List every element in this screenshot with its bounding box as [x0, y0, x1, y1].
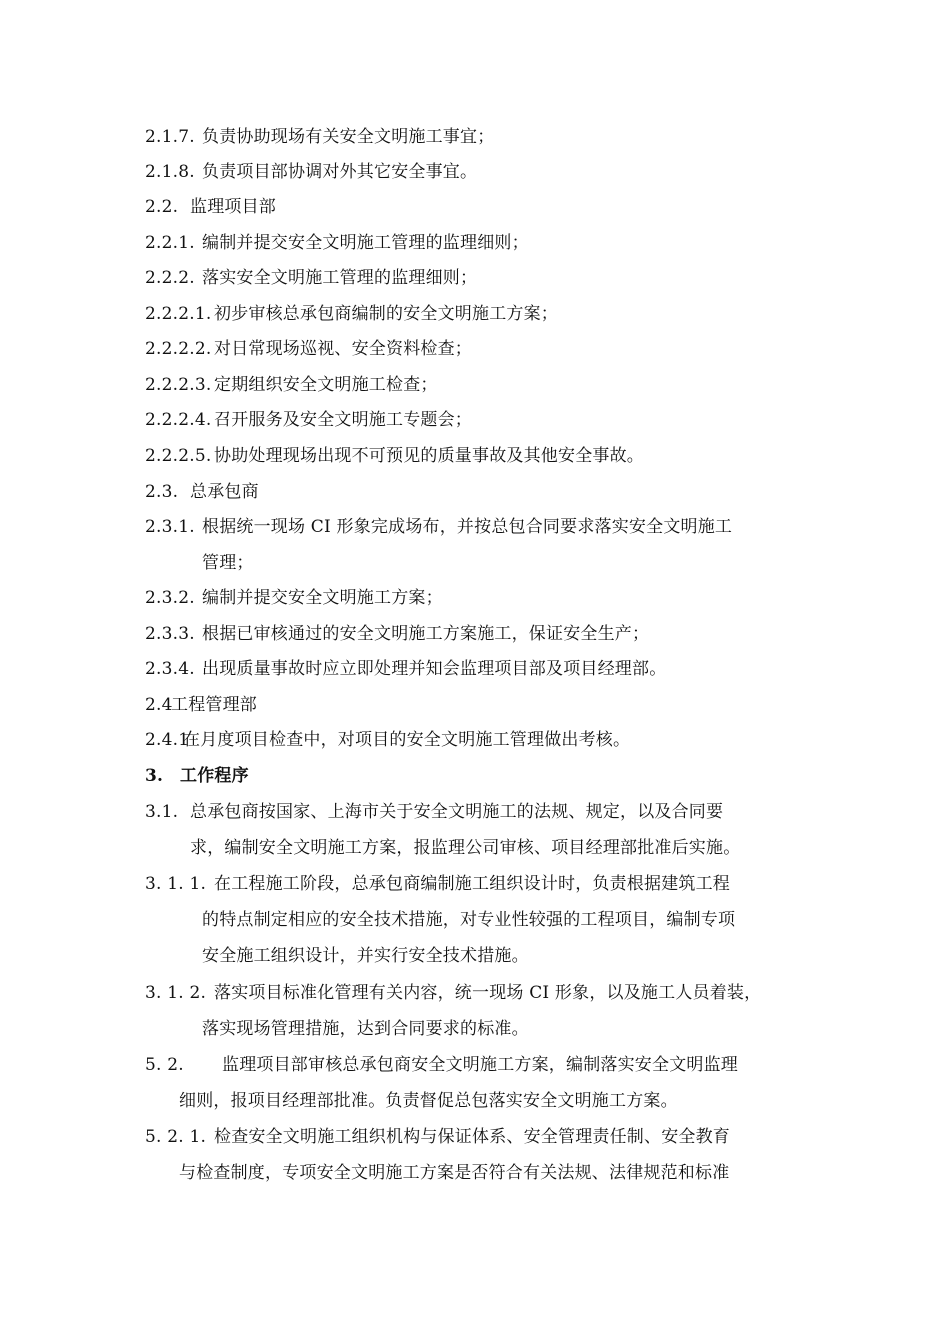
- item-text: 出现质量事故时应立即处理并知会监理项目部及项目经理部。: [202, 659, 667, 679]
- section-heading: [145, 695, 257, 715]
- item-number: 2.2.2.4.: [145, 410, 212, 430]
- list-item: [145, 874, 730, 894]
- item-text: 与检查制度，专项安全文明施工方案是否符合有关法规、法律规范和标准: [179, 1163, 730, 1183]
- item-number: 2.1.7.: [145, 127, 195, 147]
- item-text: 定期组织安全文明施工检查；: [214, 375, 438, 395]
- item-text: 编制并提交安全文明施工管理的监理细则；: [202, 233, 529, 253]
- list-item: [145, 268, 477, 288]
- item-text: 在月度项目检查中，对项目的安全文明施工管理做出考核。: [183, 730, 631, 750]
- list-item-continuation: [202, 553, 254, 573]
- item-text: 总承包商按国家、上海市关于安全文明施工的法规、规定，以及合同要: [190, 802, 724, 822]
- item-text: 初步审核总承包商编制的安全文明施工方案；: [214, 304, 558, 324]
- list-item: [145, 624, 649, 644]
- list-item-continuation: [179, 1163, 729, 1183]
- item-text: 根据已审核通过的安全文明施工方案施工，保证安全生产；: [202, 624, 650, 644]
- list-item: [145, 304, 558, 324]
- list-item: [145, 802, 723, 822]
- item-text: 工程管理部: [171, 695, 257, 715]
- item-number: 2.1.8.: [145, 162, 195, 182]
- list-item: [145, 1127, 730, 1147]
- list-item-continuation: [190, 838, 740, 858]
- item-text: 落实安全文明施工管理的监理细则；: [202, 268, 478, 288]
- section-heading: [145, 766, 249, 786]
- item-text: 管理；: [202, 553, 254, 573]
- item-text: 总承包商: [190, 482, 259, 502]
- item-number: 2.3.1.: [145, 517, 195, 537]
- item-number: 2.3.3.: [145, 624, 195, 644]
- item-text: 对日常现场巡视、安全资料检查；: [214, 339, 472, 359]
- item-number: 2.2.2.2.: [145, 339, 212, 359]
- item-text: 协助处理现场出现不可预见的质量事故及其他安全事故。: [214, 446, 644, 466]
- list-item: [145, 446, 644, 466]
- item-text: 的特点制定相应的安全技术措施，对专业性较强的工程项目，编制专项: [202, 910, 736, 930]
- list-item-continuation: [202, 946, 529, 966]
- list-item: [145, 233, 529, 253]
- list-item: [145, 339, 472, 359]
- item-text: 求，编制安全文明施工方案，报监理公司审核、项目经理部批准后实施。: [190, 838, 741, 858]
- item-text: 召开服务及安全文明施工专题会；: [214, 410, 472, 430]
- list-item-continuation: [202, 1019, 529, 1039]
- item-number: 2.2.2.3.: [145, 375, 212, 395]
- item-text: 安全施工组织设计，并实行安全技术措施。: [202, 946, 529, 966]
- item-number: 3. 1. 1.: [145, 874, 207, 894]
- list-item: [145, 1055, 738, 1075]
- list-item: [145, 410, 472, 430]
- list-item: [145, 983, 761, 1003]
- item-text: 根据统一现场 CI 形象完成场布，并按总包合同要求落实安全文明施工: [202, 517, 733, 537]
- list-item: [145, 162, 477, 182]
- list-item: [145, 730, 630, 750]
- item-number: 2.2.2.5.: [145, 446, 212, 466]
- list-item-continuation: [202, 910, 735, 930]
- item-text: 监理项目部审核总承包商安全文明施工方案，编制落实安全文明监理: [222, 1055, 738, 1075]
- item-text: 负责协助现场有关安全文明施工事宜；: [202, 127, 495, 147]
- item-number: 2.4.1: [145, 730, 190, 750]
- item-text: 检查安全文明施工组织机构与保证体系、安全管理责任制、安全教育: [214, 1127, 730, 1147]
- list-item: [145, 659, 666, 679]
- item-number: 2.2.2.1.: [145, 304, 212, 324]
- item-text: 落实现场管理措施，达到合同要求的标准。: [202, 1019, 529, 1039]
- item-number: 2.3.2.: [145, 588, 195, 608]
- item-text: 细则，报项目经理部批准。负责督促总包落实安全文明施工方案。: [179, 1091, 678, 1111]
- item-number: 2.2.: [145, 197, 179, 217]
- item-number: 3.: [145, 766, 164, 786]
- item-number: 2.2.1.: [145, 233, 195, 253]
- list-item-continuation: [179, 1091, 678, 1111]
- list-item: [145, 588, 443, 608]
- item-text: 在工程施工阶段，总承包商编制施工组织设计时，负责根据建筑工程: [214, 874, 730, 894]
- item-number: 2.2.2.: [145, 268, 195, 288]
- section-heading: [145, 482, 259, 502]
- item-text: 落实项目标准化管理有关内容，统一现场 CI 形象，以及施工人员着装，: [214, 983, 762, 1003]
- list-item: [145, 127, 494, 147]
- item-number: 5. 2.: [145, 1055, 184, 1075]
- list-item: [145, 517, 732, 537]
- list-item: [145, 375, 438, 395]
- item-number: 3.1.: [145, 802, 179, 822]
- item-number: 2.4: [145, 695, 173, 715]
- item-number: 2.3.4.: [145, 659, 195, 679]
- item-number: 5. 2. 1.: [145, 1127, 207, 1147]
- item-text: 负责项目部协调对外其它安全事宜。: [202, 162, 478, 182]
- item-number: 2.3.: [145, 482, 179, 502]
- item-text: 工作程序: [180, 766, 249, 786]
- section-heading: [145, 197, 276, 217]
- item-text: 编制并提交安全文明施工方案；: [202, 588, 443, 608]
- item-text: 监理项目部: [190, 197, 276, 217]
- item-number: 3. 1. 2.: [145, 983, 207, 1003]
